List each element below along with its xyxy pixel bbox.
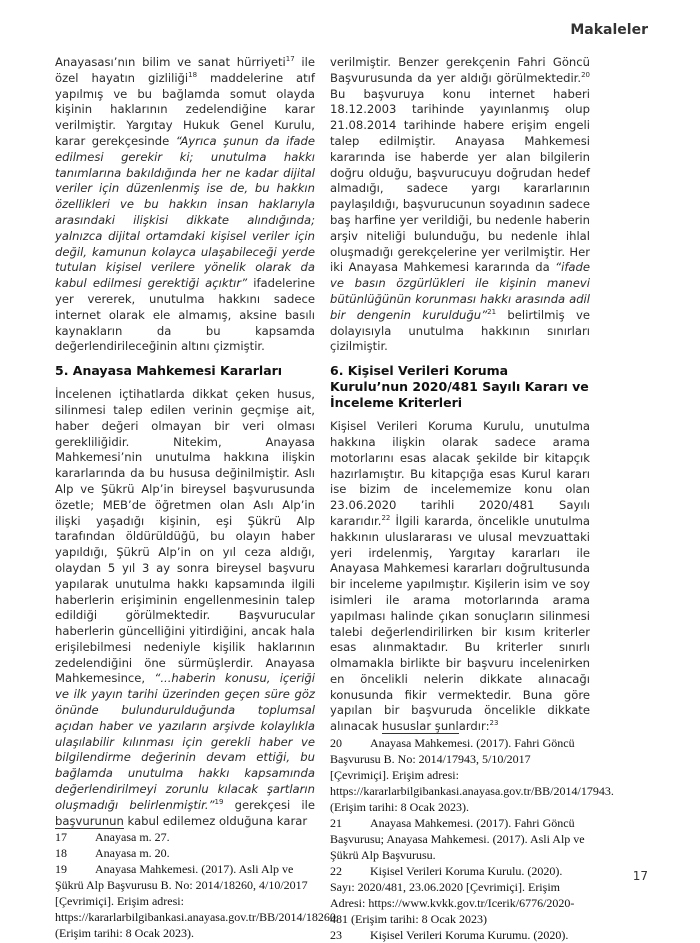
footnote-ref-22[interactable]: 22 xyxy=(381,514,391,523)
text: Bu başvuruya konu internet haberi 18.12.2003 tarihinde yayınlanmış olup 21.08.2014 tarihinde habere erişim engeli talep edilmiştir. Anayasa Mahkemesi kararında ise haberde yer alan bilgilerin doğru olduğu, başvurucuyu doğrudan hedef almadığı, sadece yargı kararlarının paylaşıldığı, başvurucunun soyadının sadece baş harfine yer verildiği, bu nedenle haberin arşiv niteliği bulunduğu, bu nedenle ihlal oluşmadığı gerekçelerine yer verilmiştir. Her iki Anayasa Mahkemesi kararında da xyxy=(330,86,590,275)
footnote-ref-20[interactable]: 20 xyxy=(581,70,590,79)
footnote-number: 19 xyxy=(55,862,67,877)
footnote-number: 20 xyxy=(330,736,342,751)
footnote-number: 23 xyxy=(330,928,342,943)
footnote-number: 18 xyxy=(55,846,67,861)
text: kabul edilemez olduğuna karar xyxy=(123,813,308,828)
footnote-text: Kişisel Verileri Koruma Kurulu. (2020). Sayı: 2020/481, 23.06.2020 [Çevrimiçi]. Erişim Adresi: https://www.kvkk.gov.tr/Icerik/6776/2020-481 (Erişim tarihi: 8 Ocak 2023) xyxy=(330,864,575,927)
right-column xyxy=(330,55,614,943)
footnote-number: 21 xyxy=(330,816,342,831)
text: ardır: xyxy=(458,719,490,734)
text: verilmiştir. Benzer gerekçenin Fahri Göncü Başvurusunda da yer aldığı görülmektedir. xyxy=(330,55,590,85)
quote: “...haberin konusu, içeriği ve ilk yayın tarihi üzerinden geçen süre göz önünde bulundurulduğunda toplumsal açıdan haber ve yazıların arşivde kolaylıkla ulaşılabilir kılınması için gerekli haber ve bilgilendirme değerinin devam ettiği, bu bağlamda unutulma hakkı kapsamında değerlendirilmeyi zorunlu kılacak şartların oluşmadığı belirlenmiştir.” xyxy=(55,671,315,812)
footnote-text: Anayasa Mahkemesi. (2017). Asli Alp ve Şükrü Alp Başvurusu B. No: 2014/18260, 4/10/2017 [Çevrimiçi]. Erişim adresi: https://kararlarbilgibankasi.anayasa.gov.tr/BB/2014/18260. (Erişim tarihi: 8 Ocak 2023). xyxy=(55,862,339,941)
section-heading-6: 6. Kişisel Verileri Koruma Kurulu’nun 2020/481 Sayılı Kararı ve İnceleme Kriterleri xyxy=(330,363,589,411)
footnote-text: Anayasa Mahkemesi. (2017). Fahri Göncü Başvurusu B. No: 2014/17943, 5/10/2017 [Çevrimiçi]. Erişim adresi: https://kararlarbilgibankasi.anayasa.gov.tr/BB/2014/17943. (Erişim tarihi: 8 Ocak 2023). xyxy=(330,736,614,815)
footnote-21 xyxy=(330,815,590,863)
text: Anayasası’nın bilim ve sanat hürriyeti xyxy=(55,55,286,69)
text: İncelenen içtihatlarda dikkat çeken husus, silinmesi talep edilen verinin geçmişe ait, haber değeri olmayan bir veri olması gerekliliğidir. Nitekim, Anayasa Mahkemesi’nin unutulma hakkına ilişkin kararlarında da bu hususa değinilmiştir. Aslı Alp ve Şükrü Alp’in bireysel başvurusunda özetle; MEB’de öğretmen olan Aslı Alp’in ilişki yaşadığı kişinin, eşi Şükrü Alp tarafından öldürüldüğü, bu olayın haber yapıldığı, Şükrü Alp’in on yıl ceza aldığı, olaydan 5 yıl 3 ay sonra bireysel başvuru yapılarak unutulma hakkı kapsamında ilgili haberlerin erişiminin engellenmesinin talep edildiği görülmektedir. Başvurucular haberlerin güncelliğini yitirdiğini, ancak hala erişilebilmesi nedeniyle kişilik haklarının zedelendiğini öne sürmüşlerdir. Anayasa Mahkemesince, xyxy=(55,387,315,686)
footnote-text: Anayasa m. 20. xyxy=(95,846,170,861)
footnote-text: Anayasa m. 27. xyxy=(95,830,170,845)
text: hususlar şunl xyxy=(381,719,459,734)
footnote-23 xyxy=(330,927,590,943)
footnote-text: Kişisel Verileri Koruma Kurumu. (2020). xyxy=(370,928,569,943)
footnote-ref-23[interactable]: 23 xyxy=(489,719,499,728)
paragraph-anayasa xyxy=(55,387,315,829)
footnote-18 xyxy=(55,845,315,861)
footnotes-right xyxy=(330,735,614,943)
quote: “Ayrıca şunun da ifade edilmesi gerekir ki; unutulma hakkı tanımlarına bakıldığında her ne kadar dijital veriler için düzenlenmiş ise de, bu hakkın özellikleri ve bu hakkın insan haklarıyla arasındaki ilişkisi dikkate alındığında; yalnızca dijital ortamdaki kişisel veriler için değil, kamunun kolayca ulaşabileceği yerde tutulan kişisel verilere yönelik olarak da kabul edilmesi gerektiği açıktır” xyxy=(55,133,315,291)
text: maddelerine atıf yapılmış ve bu bağlamda somut olayda kişinin haklarının zedelendiğine karar verilmiştir. Yargıtay Hukuk Genel Kurulu, karar gerekçesinde xyxy=(55,70,315,148)
text: Kişisel Verileri Koruma Kurulu, unutulma hakkına ilişkin olarak sadece arama motorlarını esas alacak şekilde bir kitapçık hazırlamıştır. Bu kitapçığa esas Kurul kararı ise bizim de incelememize konu olan 23.06.2020 tarihli 2020/481 Sayılı kararıdır. xyxy=(330,419,590,528)
footnote-ref-17[interactable]: 17 xyxy=(285,55,295,64)
footnote-22 xyxy=(330,863,590,927)
footnote-number: 17 xyxy=(55,830,67,845)
quote: “ifade ve basın özgürlükleri ile kişinin manevi bütünlüğünün korunması hakkı arasında adil bir dengenin kurulduğu” xyxy=(330,260,590,322)
text: İlgili kararda, öncelikle unutulma hakkının uluslararası ve ulusal mevzuattaki yeri irdelenmiş, Yargıtay kararları ile Anayasa Mahkemesi kararları doğrultusunda bir inceleme yapılmıştır. Kişilerin isim ve soy isimleri ile arama motorlarında arama yapılması halinde çıkan sonuçların silinmesi talebi değerlendirilirken bir kısım kriterler esas alınmaktadır. Bu kriterler sınırlı olmamakla birlikte bir başvuru incelenirken en öncelikli nelerin dikkate alınacağı konusunda fikir vermektedir. Buna göre yapılan bir başvuruda öncelikle dikkate alınacak xyxy=(330,513,590,734)
footnote-ref-18[interactable]: 18 xyxy=(188,70,198,79)
paragraph-yargitay xyxy=(55,55,315,355)
text: belirtilmiş ve dolayısıyla unutulma hakkının sınırları çizilmiştir. xyxy=(330,307,590,354)
section-heading-5: 5. Anayasa Mahkemesi Kararları xyxy=(55,363,283,379)
section-header: Makaleler xyxy=(570,22,648,38)
footnote-17 xyxy=(55,829,315,845)
footnote-20 xyxy=(330,735,614,815)
text: gerekçesi ile xyxy=(223,797,315,812)
footnote-text: Anayasa Mahkemesi. (2017). Fahri Göncü Başvurusu; Anayasa Mahkemesi. (2017). Asli Alp ve Şükrü Alp Başvurusu. xyxy=(330,816,585,863)
paragraph-fahri-goncu xyxy=(330,55,590,355)
footnote-ref-21[interactable]: 21 xyxy=(487,307,497,316)
text: ifadelerine yer vererek, unutulma hakkını sadece internet olarak ele almamış, aksine basılı kaynakların da bu kapsamda değerlendirileceğinin altını çizmiştir. xyxy=(55,276,315,354)
paragraph-kvkk xyxy=(330,419,590,735)
footnote-ref-19[interactable]: 19 xyxy=(214,798,224,806)
text: başvurunun xyxy=(55,813,124,828)
footnote-number: 22 xyxy=(330,864,342,879)
page-number: 17 xyxy=(632,869,648,883)
text: ile özel hayatın gizliliği xyxy=(55,55,315,85)
